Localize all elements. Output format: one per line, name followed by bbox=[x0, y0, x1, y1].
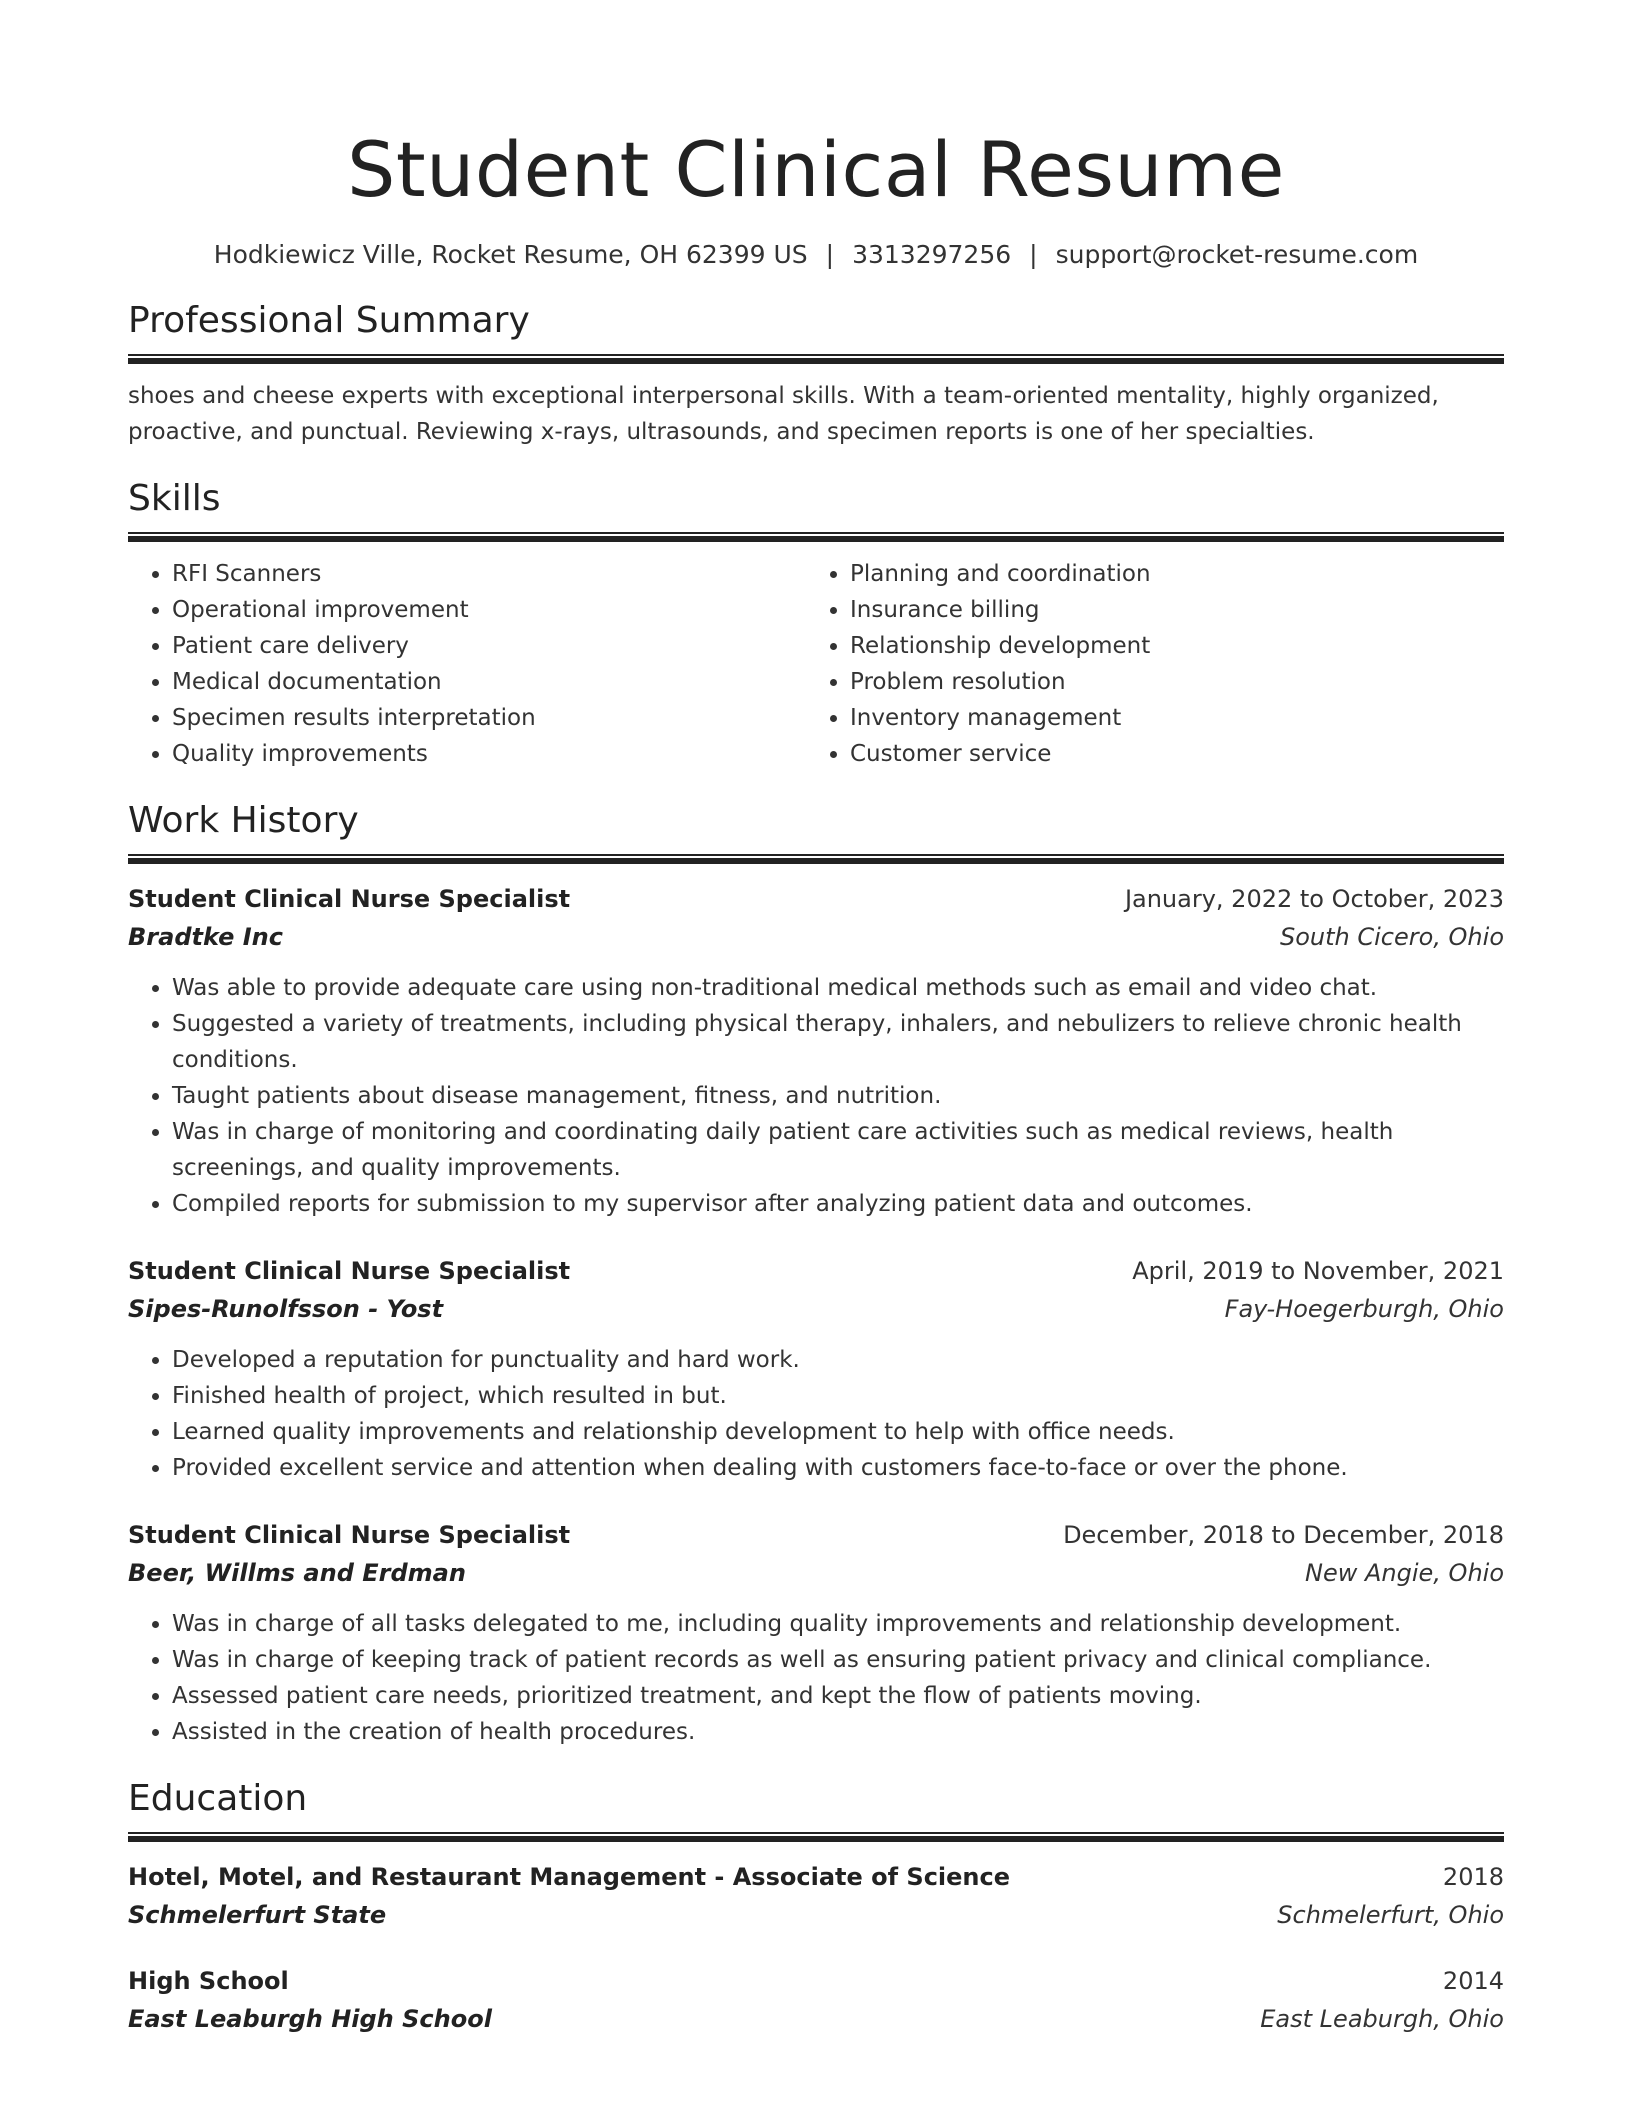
contact-email: support@rocket-resume.com bbox=[1055, 240, 1419, 269]
skills-right-column bbox=[806, 556, 1484, 772]
education-location: Schmelerfurt, Ohio bbox=[1277, 1901, 1504, 1929]
job-location: Fay-Hoegerburgh, Ohio bbox=[1224, 1295, 1504, 1323]
job-company: Beer, Willms and Erdman bbox=[128, 1559, 466, 1587]
job-subheader bbox=[128, 1554, 1504, 1592]
skill-item: • Planning and coordination bbox=[850, 556, 1484, 592]
skill-item: • Medical documentation bbox=[172, 664, 806, 700]
section-divider bbox=[128, 354, 1504, 364]
skill-item: • Relationship development bbox=[850, 628, 1484, 664]
skill-item: • Quality improvements bbox=[172, 736, 806, 772]
contact-separator: | bbox=[825, 240, 835, 269]
job-bullet: • Was in charge of all tasks delegated to me, including quality improvements and relationship development. bbox=[172, 1606, 1504, 1642]
skill-item: • Patient care delivery bbox=[172, 628, 806, 664]
job-bullet: • Assisted in the creation of health procedures. bbox=[172, 1714, 1504, 1750]
job-bullet: • Provided excellent service and attention when dealing with customers face-to-face or over the phone. bbox=[172, 1450, 1504, 1486]
job-entry bbox=[128, 1252, 1504, 1486]
job-header bbox=[128, 1252, 1504, 1290]
skills-columns bbox=[128, 556, 1504, 772]
contact-line bbox=[128, 238, 1504, 272]
job-header bbox=[128, 880, 1504, 918]
education-location: East Leaburgh, Ohio bbox=[1260, 2005, 1504, 2033]
skill-item: • Operational improvement bbox=[172, 592, 806, 628]
education-subheader bbox=[128, 1896, 1504, 1934]
skill-item: • Inventory management bbox=[850, 700, 1484, 736]
education-header bbox=[128, 1858, 1504, 1896]
job-bullet: • Taught patients about disease management, fitness, and nutrition. bbox=[172, 1078, 1504, 1114]
education-subheader bbox=[128, 2000, 1504, 2038]
job-bullet: • Suggested a variety of treatments, including physical therapy, inhalers, and nebulizers to relieve chronic health conditions. bbox=[172, 1006, 1504, 1078]
job-company: Bradtke Inc bbox=[128, 923, 283, 951]
summary-text: shoes and cheese experts with exceptional interpersonal skills. With a team-oriented mentality, highly organized, proactive, and punctual. Reviewing x-rays, ultrasounds, and specimen reports is one of her specialties. bbox=[128, 383, 1439, 445]
education-degree: Hotel, Motel, and Restaurant Management - Associate of Science bbox=[128, 1863, 1011, 1891]
skills-section bbox=[128, 476, 1504, 772]
job-bullets bbox=[128, 1342, 1504, 1486]
job-title: Student Clinical Nurse Specialist bbox=[128, 1257, 571, 1285]
job-bullet: • Was in charge of monitoring and coordinating daily patient care activities such as medical reviews, health screenings, and quality improvements. bbox=[172, 1114, 1504, 1186]
job-bullets bbox=[128, 970, 1504, 1222]
education-year: 2014 bbox=[1442, 1967, 1504, 1995]
section-divider bbox=[128, 854, 1504, 864]
summary-section bbox=[128, 298, 1504, 450]
job-bullet: • Was able to provide adequate care using non-traditional medical methods such as email and video chat. bbox=[172, 970, 1504, 1006]
job-location: South Cicero, Ohio bbox=[1279, 923, 1504, 951]
resume-page bbox=[128, 0, 1504, 2038]
work-title: Work History bbox=[128, 800, 359, 841]
job-bullet: • Developed a reputation for punctuality and hard work. bbox=[172, 1342, 1504, 1378]
contact-address: Hodkiewicz Ville, Rocket Resume, OH 62399 US bbox=[213, 240, 808, 269]
skill-item: • Customer service bbox=[850, 736, 1484, 772]
education-header bbox=[128, 1962, 1504, 2000]
job-entry bbox=[128, 880, 1504, 1222]
contact-phone: 3313297256 bbox=[852, 240, 1012, 269]
skill-item: • RFI Scanners bbox=[172, 556, 806, 592]
job-dates: January, 2022 to October, 2023 bbox=[1124, 885, 1504, 913]
job-header bbox=[128, 1516, 1504, 1554]
job-entry bbox=[128, 1516, 1504, 1750]
job-subheader bbox=[128, 918, 1504, 956]
job-bullet: • Compiled reports for submission to my supervisor after analyzing patient data and outcomes. bbox=[172, 1186, 1504, 1222]
job-bullet: • Learned quality improvements and relationship development to help with office needs. bbox=[172, 1414, 1504, 1450]
education-year: 2018 bbox=[1442, 1863, 1504, 1891]
education-entry bbox=[128, 1858, 1504, 1934]
job-bullets bbox=[128, 1606, 1504, 1750]
skill-item: • Insurance billing bbox=[850, 592, 1484, 628]
education-degree: High School bbox=[128, 1967, 289, 1995]
skills-title: Skills bbox=[128, 478, 221, 519]
education-section bbox=[128, 1776, 1504, 2038]
job-dates: April, 2019 to November, 2021 bbox=[1132, 1257, 1504, 1285]
skills-left-column bbox=[128, 556, 806, 772]
job-dates: December, 2018 to December, 2018 bbox=[1063, 1521, 1504, 1549]
job-bullet: • Assessed patient care needs, prioritized treatment, and kept the flow of patients moving. bbox=[172, 1678, 1504, 1714]
job-bullet: • Finished health of project, which resulted in but. bbox=[172, 1378, 1504, 1414]
education-school: Schmelerfurt State bbox=[128, 1901, 387, 1929]
job-subheader bbox=[128, 1290, 1504, 1328]
skill-item: • Specimen results interpretation bbox=[172, 700, 806, 736]
work-section bbox=[128, 798, 1504, 1750]
job-company: Sipes-Runolfsson - Yost bbox=[128, 1295, 444, 1323]
summary-title: Professional Summary bbox=[128, 300, 530, 341]
education-school: East Leaburgh High School bbox=[128, 2005, 492, 2033]
job-location: New Angie, Ohio bbox=[1305, 1559, 1504, 1587]
job-title: Student Clinical Nurse Specialist bbox=[128, 885, 571, 913]
section-divider bbox=[128, 1832, 1504, 1842]
resume-name: Student Clinical Resume bbox=[347, 125, 1285, 214]
skill-item: • Problem resolution bbox=[850, 664, 1484, 700]
job-bullet: • Was in charge of keeping track of patient records as well as ensuring patient privacy and clinical compliance. bbox=[172, 1642, 1504, 1678]
education-entry bbox=[128, 1962, 1504, 2038]
job-title: Student Clinical Nurse Specialist bbox=[128, 1521, 571, 1549]
education-title: Education bbox=[128, 1778, 308, 1819]
section-divider bbox=[128, 532, 1504, 542]
contact-separator: | bbox=[1029, 240, 1038, 269]
